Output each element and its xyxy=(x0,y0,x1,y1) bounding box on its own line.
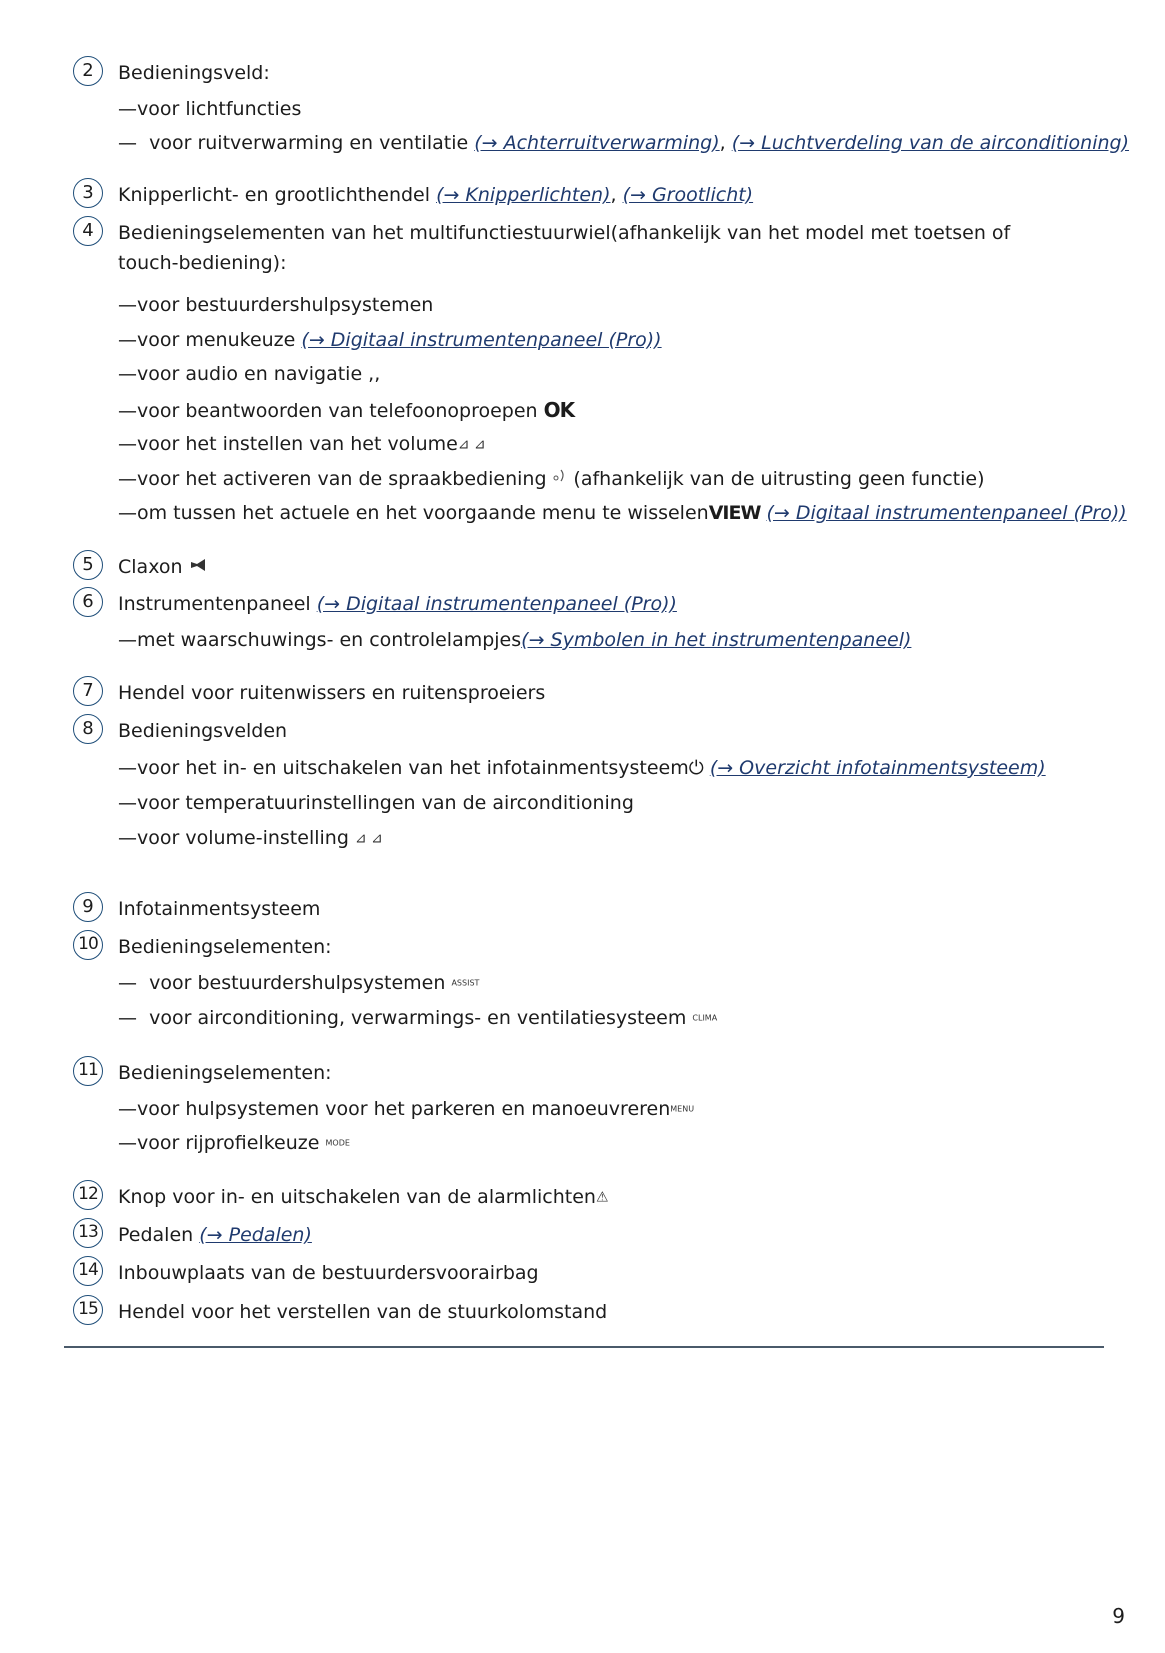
callout-number: 7 xyxy=(73,676,103,706)
item-title: Hendel voor ruitenwissers en ruitensproeiers xyxy=(118,682,546,704)
volume-icon: ⊿ ⊿ xyxy=(457,436,486,453)
sub-item xyxy=(118,290,433,320)
ok-icon: OK xyxy=(543,398,575,422)
callout-number: 15 xyxy=(73,1295,103,1325)
hazard-warning-icon: ⚠ xyxy=(595,1189,609,1206)
sub-text: voor temperatuurinstellingen van de airconditioning xyxy=(137,792,634,814)
sub-item xyxy=(118,753,1046,783)
voice-control-icon xyxy=(547,472,574,488)
sub-text: voor airconditioning, verwarmings- en ventilatiesysteem xyxy=(149,1007,687,1029)
sub-text: voor bestuurdershulpsystemen xyxy=(149,972,446,994)
item-title: Bedieningsvelden xyxy=(118,720,288,742)
link-achterruitverwarming[interactable]: (→ Achterruitverwarming) xyxy=(474,132,720,154)
link-digitaal-instrumentenpaneel[interactable]: (→ Digitaal instrumentenpaneel (Pro)) xyxy=(301,329,662,351)
sub-item xyxy=(118,1094,694,1125)
callout-number: 8 xyxy=(73,714,103,744)
assist-icon: ASSIST xyxy=(451,978,480,988)
section-divider xyxy=(64,1346,1104,1348)
dash: — xyxy=(118,502,137,524)
sub-text: voor het instellen van het volume xyxy=(137,433,458,455)
callout-number: 5 xyxy=(73,550,103,580)
dash: — xyxy=(118,363,137,385)
dash: — xyxy=(118,827,137,849)
callout-number: 6 xyxy=(73,587,103,617)
item-title xyxy=(118,552,209,583)
sub-item xyxy=(118,359,380,389)
parking-menu-icon: MENU xyxy=(670,1104,695,1114)
callout-number: 3 xyxy=(73,178,103,208)
dash: — xyxy=(118,400,137,422)
link-overzicht-infotainmentsysteem[interactable]: (→ Overzicht infotainmentsysteem) xyxy=(709,757,1046,779)
dash: — xyxy=(118,98,137,120)
dash: — xyxy=(118,294,137,316)
link-pedalen[interactable]: (→ Pedalen) xyxy=(199,1224,312,1246)
item-title: Bedieningselementen: xyxy=(118,936,332,958)
sub-item xyxy=(118,395,574,426)
sub-item xyxy=(118,1128,350,1159)
clima-icon: CLIMA xyxy=(692,1013,718,1023)
sub-text: voor ruitverwarming en ventilatie xyxy=(149,132,469,154)
drive-mode-icon: MODE xyxy=(325,1138,350,1148)
sub-text: voor audio en navigatie ,, xyxy=(137,363,381,385)
sub-item xyxy=(118,325,662,355)
item-title-text: Knop voor in- en uitschakelen van de alarmlichten xyxy=(118,1186,596,1208)
sub-item: — voor ruitverwarming en ventilatie (→ Achterruitverwarming), (→ Luchtverdeling van de airconditioning) xyxy=(118,132,1130,154)
callout-number: 13 xyxy=(73,1218,103,1248)
dash: — xyxy=(118,1132,137,1154)
sub-item xyxy=(118,498,1127,528)
callout-number: 4 xyxy=(73,216,103,246)
callout-number: 10 xyxy=(73,930,103,960)
sub-item xyxy=(118,788,634,818)
callout-number: 2 xyxy=(73,56,103,86)
dash: — xyxy=(118,757,137,779)
view-icon: VIEW xyxy=(708,502,761,524)
dash: — xyxy=(118,1098,137,1120)
sub-text-after: (afhankelijk van de uitrusting geen functie) xyxy=(573,468,985,490)
item-title: Inbouwplaats van de bestuurdersvoorairbag xyxy=(118,1262,539,1284)
link-digitaal-instrumentenpaneel[interactable]: (→ Digitaal instrumentenpaneel (Pro)) xyxy=(316,593,677,615)
dash: — xyxy=(118,329,137,351)
sub-text: om tussen het actuele en het voorgaande menu te wisselen xyxy=(137,502,709,524)
dash: — xyxy=(118,468,137,490)
sub-text: voor hulpsystemen voor het parkeren en manoeuvreren xyxy=(137,1098,671,1120)
power-icon: ⏻ xyxy=(688,757,704,779)
callout-number: 9 xyxy=(73,892,103,922)
sub-item xyxy=(118,94,301,124)
sub-text: voor volume-instelling xyxy=(137,827,349,849)
item-title-text: Instrumentenpaneel xyxy=(118,593,311,615)
callout-number: 14 xyxy=(73,1256,103,1286)
item-title: Infotainmentsysteem xyxy=(118,898,321,920)
item-title: Bedieningsveld: xyxy=(118,62,270,84)
sub-text: voor bestuurdershulpsystemen xyxy=(137,294,434,316)
dash: — xyxy=(118,629,137,651)
sub-item xyxy=(118,464,985,495)
dash: — xyxy=(118,1007,137,1029)
sub-text: voor lichtfuncties xyxy=(137,98,302,120)
dash: — xyxy=(118,433,137,455)
sub-item xyxy=(118,823,383,854)
link-symbolen-instrumentenpaneel[interactable]: (→ Symbolen in het instrumentenpaneel) xyxy=(521,629,912,651)
page-number: 9 xyxy=(1112,1604,1125,1628)
sub-text: voor het in- en uitschakelen van het infotainmentsysteem xyxy=(137,757,689,779)
item-title xyxy=(118,1220,312,1250)
link-digitaal-instrumentenpaneel[interactable]: (→ Digitaal instrumentenpaneel (Pro)) xyxy=(766,502,1127,524)
sub-item xyxy=(118,1003,717,1034)
item-title-text: Pedalen xyxy=(118,1224,194,1246)
callout-number: 11 xyxy=(73,1056,103,1086)
sub-text: voor menukeuze xyxy=(137,329,296,351)
sub-text: voor het activeren van de spraakbediening xyxy=(137,468,547,490)
item-title: Bedieningselementen van het multifunctiestuurwiel(afhankelijk van het model met toetsen of touch-bediening): xyxy=(118,222,1011,274)
sub-item xyxy=(118,968,479,999)
item-title: Bedieningselementen: xyxy=(118,1062,332,1084)
link-knipperlichten[interactable]: (→ Knipperlichten) xyxy=(436,184,611,206)
link-luchtverdeling[interactable]: (→ Luchtverdeling van de airconditioning) xyxy=(731,132,1130,154)
horn-icon xyxy=(189,560,209,576)
sub-text: voor rijprofielkeuze xyxy=(137,1132,320,1154)
dash: — xyxy=(118,132,137,154)
item-title-text: Claxon xyxy=(118,556,183,578)
dash: — xyxy=(118,792,137,814)
sub-item xyxy=(118,625,911,655)
link-grootlicht[interactable]: (→ Grootlicht) xyxy=(622,184,754,206)
sub-text: met waarschuwings- en controlelampjes xyxy=(137,629,522,651)
sub-text: voor beantwoorden van telefoonoproepen xyxy=(137,400,538,422)
item-title xyxy=(118,589,677,619)
dash: — xyxy=(118,972,137,994)
item-title xyxy=(118,1182,609,1213)
sub-item xyxy=(118,429,486,460)
callout-number: 12 xyxy=(73,1180,103,1210)
volume-icon: ⊿ ⊿ xyxy=(354,830,383,847)
item-title-text: Knipperlicht- en grootlichthendel xyxy=(118,184,431,206)
item-title: Knipperlicht- en grootlichthendel (→ Knipperlichten), (→ Grootlicht) xyxy=(118,184,754,206)
item-title: Hendel voor het verstellen van de stuurkolomstand xyxy=(118,1301,608,1323)
